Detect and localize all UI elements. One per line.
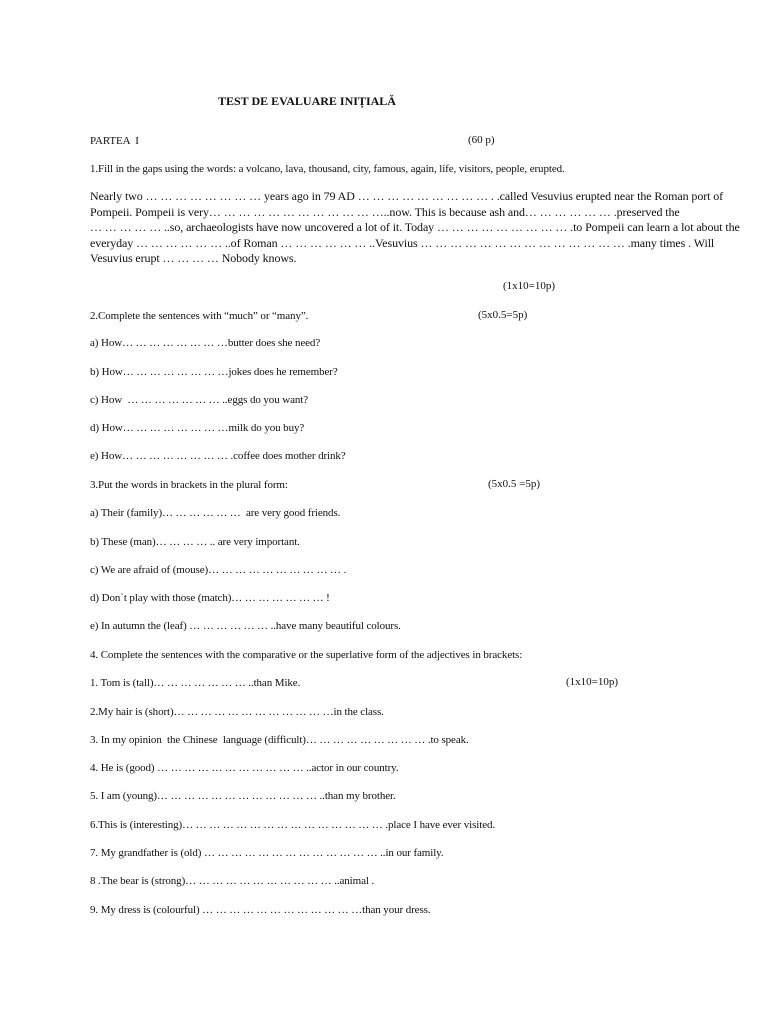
ex4-item: 8 .The bear is (strong)… … … … … … … … … … … ..animal . bbox=[90, 875, 375, 887]
ex1-line: Pompeii. Pompeii is very… … … … … … … … … … … …..now. This is because ash and… … … … … … .preserved the bbox=[90, 205, 680, 219]
ex2-item: d) How… … … … … … … …milk do you buy? bbox=[90, 422, 305, 434]
ex3-instruction: 3.Put the words in brackets in the plural form: bbox=[90, 479, 288, 491]
ex4-item: 9. My dress is (colourful) … … … … … … … … … … … …than your dress. bbox=[90, 904, 431, 916]
ex1-instruction: 1.Fill in the gaps using the words: a volcano, lava, thousand, city, famous, again, life, visitors, people, erupted. bbox=[90, 163, 565, 175]
ex2-item: a) How… … … … … … … …butter does she need? bbox=[90, 337, 321, 349]
ex1-points: (1x10=10p) bbox=[503, 280, 556, 292]
ex4-item: 7. My grandfather is (old) … … … … … … … … … … … … … ..in our family. bbox=[90, 847, 444, 859]
ex3-points: (5x0.5 =5p) bbox=[488, 478, 541, 490]
part-label: PARTEA I bbox=[90, 135, 139, 147]
ex4-item: 3. In my opinion the Chinese language (difficult)… … … … … … … … … .to speak. bbox=[90, 734, 469, 746]
page-title: TEST DE EVALUARE INIȚIALĂ bbox=[218, 94, 396, 108]
ex3-item: d) Don`t play with those (match)… … … … … … … ! bbox=[90, 592, 330, 604]
ex4-item: 1. Tom is (tall)… … … … … … … ..than Mike. bbox=[90, 677, 301, 689]
ex4-points: (1x10=10p) bbox=[566, 676, 619, 688]
ex1-line: Vesuvius erupt … … … … Nobody knows. bbox=[90, 251, 297, 265]
ex2-points: (5x0.5=5p) bbox=[478, 309, 528, 321]
ex4-instruction: 4. Complete the sentences with the comparative or the superlative form of the adjectives in brackets: bbox=[90, 649, 523, 661]
ex4-item: 4. He is (good) … … … … … … … … … … … ..actor in our country. bbox=[90, 762, 399, 774]
ex3-item: b) These (man)… … … … .. are very important. bbox=[90, 536, 300, 548]
ex1-line: everyday … … … … … … ..of Roman … … … … … … ..Vesuvius … … … … … … … … … … … … … … .many times . Will bbox=[90, 236, 715, 250]
ex1-line: … … … … … ..so, archaeologists have now uncovered a lot of it. Today … … … … … … … … … .to Pompeii can learn a lot about the bbox=[90, 220, 740, 234]
ex2-item: c) How … … … … … … … ..eggs do you want? bbox=[90, 394, 309, 406]
ex2-item: e) How… … … … … … … … .coffee does mother drink? bbox=[90, 450, 346, 462]
ex1-line: Nearly two … … … … … … … … years ago in 79 AD … … … … … … … … … . .called Vesuvius erupted near the Roman port of bbox=[90, 189, 724, 203]
ex3-item: e) In autumn the (leaf) … … … … … … ..have many beautiful colours. bbox=[90, 620, 401, 632]
ex4-item: 6.This is (interesting)… … … … … … … … … … … … … … … .place I have ever visited. bbox=[90, 819, 496, 831]
ex3-item: c) We are afraid of (mouse)… … … … … … … … … … . bbox=[90, 564, 347, 576]
ex4-item: 2.My hair is (short)… … … … … … … … … … … …in the class. bbox=[90, 706, 384, 718]
ex4-item: 5. I am (young)… … … … … … … … … … … … ..than my brother. bbox=[90, 790, 396, 802]
part-points: (60 p) bbox=[468, 134, 495, 146]
ex2-instruction: 2.Complete the sentences with “much” or “many”. bbox=[90, 310, 309, 322]
ex3-item: a) Their (family)… … … … … … are very good friends. bbox=[90, 507, 341, 519]
ex2-item: b) How… … … … … … … …jokes does he remember? bbox=[90, 366, 338, 378]
